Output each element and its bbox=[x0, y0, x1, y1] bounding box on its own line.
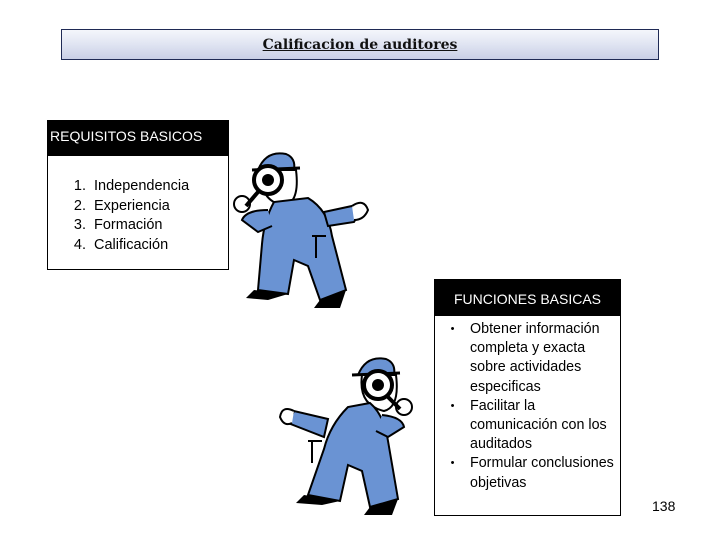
requisitos-box bbox=[47, 120, 229, 270]
item-text: Facilitar la comunicación con los auditados bbox=[470, 397, 607, 453]
item-number: 1. bbox=[73, 178, 86, 194]
list-item bbox=[48, 236, 189, 256]
funciones-box bbox=[434, 279, 621, 516]
funciones-list bbox=[435, 320, 618, 493]
item-text: Obtener información completa y exacta sobre actividades especificas bbox=[470, 321, 600, 395]
list-item bbox=[435, 397, 618, 455]
item-text: Formular conclusiones objetivas bbox=[470, 455, 614, 491]
list-item bbox=[435, 320, 618, 397]
detective-figure-2 bbox=[278, 345, 428, 517]
item-text: Calificación bbox=[94, 236, 169, 253]
list-item bbox=[48, 177, 189, 197]
funciones-header: FUNCIONES BASICAS bbox=[435, 280, 620, 316]
list-item bbox=[48, 197, 189, 217]
bullet-icon: • bbox=[450, 323, 455, 335]
page-title: Calificacion de auditores bbox=[262, 36, 458, 53]
item-text: Formación bbox=[94, 217, 163, 233]
detective-figure-1 bbox=[228, 140, 378, 312]
item-text: Independencia bbox=[94, 178, 190, 194]
item-number: 2. bbox=[73, 197, 86, 214]
item-number: 3. bbox=[73, 217, 86, 233]
item-text: Experiencia bbox=[94, 197, 170, 214]
item-number: 4. bbox=[73, 236, 86, 253]
page-number: 138 bbox=[652, 498, 676, 514]
requisitos-list bbox=[48, 177, 189, 255]
requisitos-header: REQUISITOS BASICOS bbox=[48, 121, 228, 156]
list-item bbox=[435, 454, 618, 492]
bullet-icon: • bbox=[450, 457, 455, 470]
bullet-icon: • bbox=[450, 399, 455, 412]
title-bar bbox=[61, 29, 659, 60]
list-item bbox=[48, 216, 189, 236]
